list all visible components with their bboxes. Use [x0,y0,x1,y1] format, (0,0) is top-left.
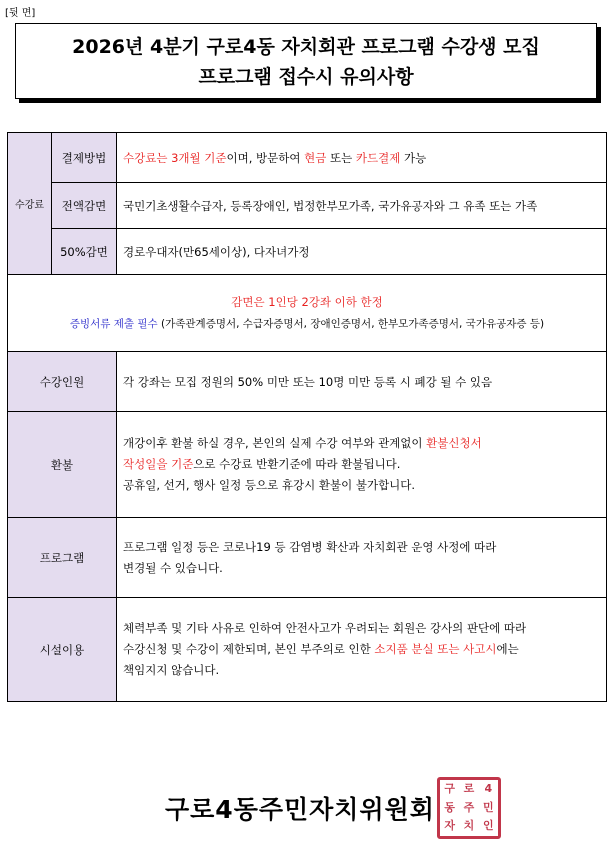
docs-required: 증빙서류 제출 필수 [69,318,158,330]
program-row [8,518,607,598]
facility-text-4: 책임지지 않습니다. [123,663,220,677]
payment-red-2: 현금 [304,150,327,165]
half-waiver-text: 경로우대자(만65세이상), 다자녀가정 [117,229,607,275]
program-text [117,518,607,598]
payment-end: 가능 [400,150,427,165]
title-line-1: 2026년 4분기 구로4동 자치회관 프로그램 수강생 모집 [72,36,540,58]
facility-label: 시설이용 [8,598,117,702]
full-waiver-label: 전액감면 [52,183,117,229]
seal-char: 4 [484,782,493,795]
refund-red-2: 작성일을 기준 [123,457,194,471]
docs-text: (가족관계증명서, 수급자증명서, 장애인증명서, 한부모가족증명서, 국가유공자증 등) [157,318,545,330]
seal-char: 구 [444,782,455,795]
seal-char: 자 [444,819,455,833]
fee-half-row [8,229,607,275]
payment-mid: 이며, 방문하여 [226,150,305,165]
facility-row [8,598,607,702]
docs-line [14,313,600,335]
payment-label: 결제방법 [52,133,117,183]
enrollment-text: 각 강좌는 모집 정원의 50% 미만 또는 10명 미만 등록 시 폐강 될 수 있음 [117,352,607,412]
full-waiver-text: 국민기초생활수급자, 등록장애인, 법정한부모가족, 국가유공자와 그 유족 또는 가족 [117,183,607,229]
footer-organization: 구로4동주민자치위원회 [165,795,435,824]
enrollment-row [8,352,607,412]
seal-char: 동 [444,800,455,814]
refund-row [8,412,607,518]
facility-text [117,598,607,702]
seal-char: 치 [463,819,475,833]
refund-label: 환불 [8,412,117,518]
official-seal [437,777,501,839]
refund-red-1: 환불신청서 [426,436,482,450]
payment-text [117,133,607,183]
enrollment-label: 수강인원 [8,352,117,412]
seal-char: 주 [463,800,475,814]
seal-char: 민 [483,800,494,814]
seal-char: 로 [463,782,475,795]
page-tag: [뒷 면] [5,8,36,19]
facility-red: 소지품 분실 또는 사고시 [374,642,497,656]
payment-mid-2: 또는 [326,150,356,165]
title-box [15,23,597,99]
notice-row [8,275,607,352]
facility-text-3: 에는 [496,642,519,656]
refund-text-2: 으로 수강료 반환기준에 따라 환불됩니다. [193,457,401,471]
half-waiver-label: 50%감면 [52,229,117,275]
program-text-2: 변경될 수 있습니다. [123,560,223,575]
program-text-1: 프로그램 일정 등은 코로나19 등 감염병 확산과 자치회관 운영 사정에 따라 [123,539,497,554]
notice-cell [8,275,607,352]
facility-text-1: 체력부족 및 기타 사유로 인하여 안전사고가 우려되는 회원은 강사의 판단에 따라 [123,621,527,635]
notice-table [7,132,607,702]
seal-char: 인 [483,819,494,833]
fee-group-label: 수강료 [8,133,52,275]
payment-red-3: 카드결제 [355,150,401,165]
fee-payment-row [8,133,607,183]
refund-text [117,412,607,518]
program-label: 프로그램 [8,518,117,598]
facility-text-2: 수강신청 및 수강이 제한되며, 본인 부주의로 인한 [123,642,375,656]
title-line-2: 프로그램 접수시 유의사항 [198,66,414,88]
payment-red-1: 수강료는 3개월 기준 [123,150,227,165]
limit-text: 감면은 1인당 2강좌 이하 한정 [231,295,383,309]
refund-text-3: 공휴일, 선거, 행사 일정 등으로 휴강시 환불이 불가합니다. [123,478,416,492]
refund-text-1: 개강이후 환불 하실 경우, 본인의 실제 수강 여부와 관계없이 [123,436,427,450]
fee-full-row [8,183,607,229]
